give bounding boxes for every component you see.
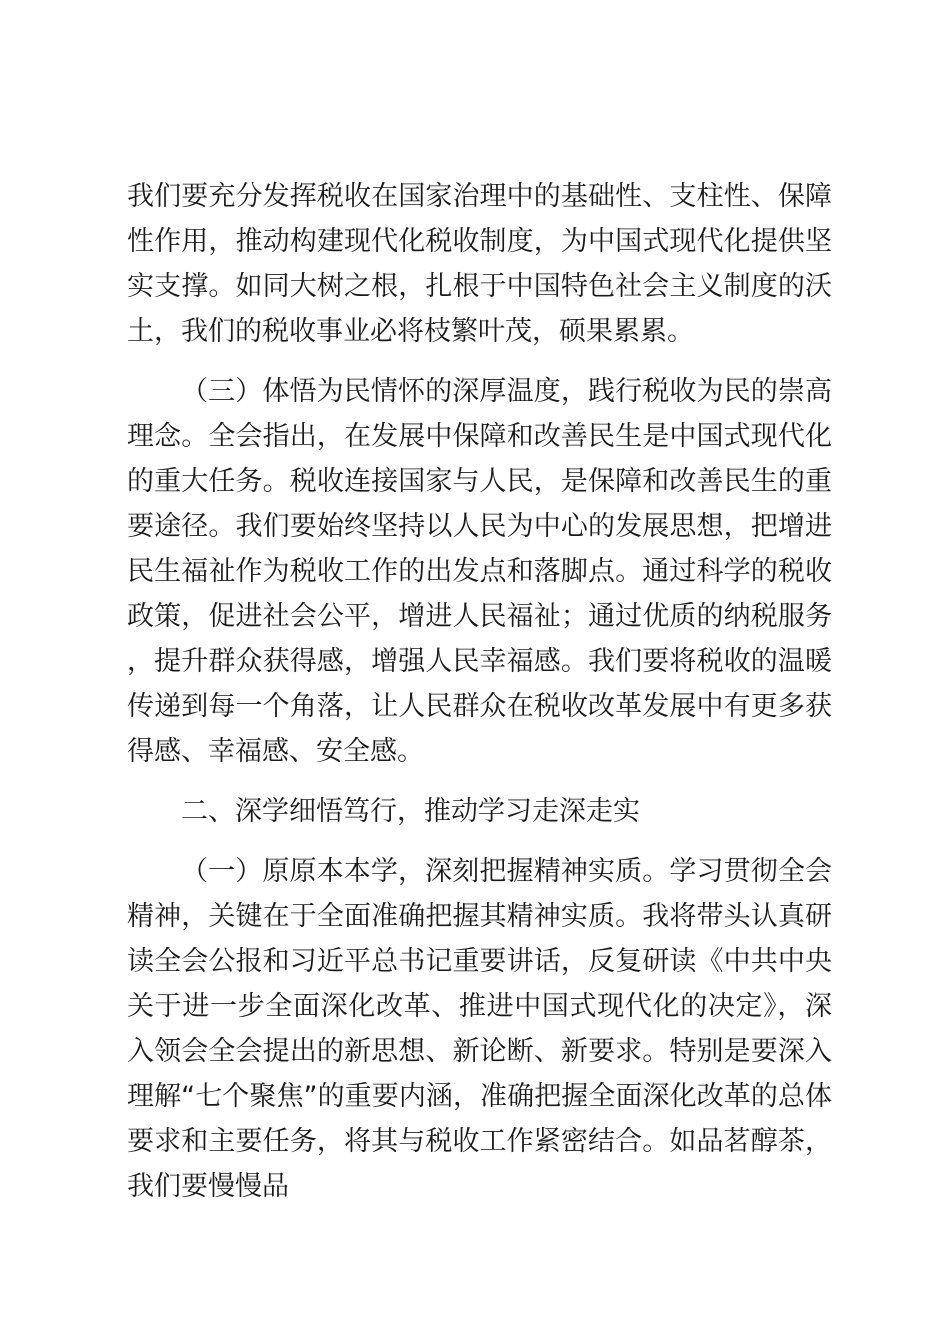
section-heading-2: 二、深学细悟笃行，推动学习走深走实 <box>181 796 640 827</box>
document-body <box>127 174 832 1209</box>
paragraph-people-centered: （三）体悟为民情怀的深厚温度，践行税收为民的崇高理念。全会指出，在发展中保障和改善民生是中国式现代化的重大任务。税收连接国家与人民，是保障和改善民生的重要途径。我们要始终坚持以人民为中心的发展思想，把增进民生福祉作为税收工作的出发点和落脚点。通过科学的税收政策，促进社会公平，增进人民福祉；通过优质的纳税服务，提升群众获得感，增强人民幸福感。我们要将税收的温暖传递到每一个角落，让人民群众在税收改革发展中有更多获得感、幸福感、安全感。 <box>127 376 832 767</box>
paragraph-tax-foundation: 我们要充分发挥税收在国家治理中的基础性、支柱性、保障性作用，推动构建现代化税收制度，为中国式现代化提供坚实支撑。如同大树之根，扎根于中国特色社会主义制度的沃土，我们的税收事业必将枝繁叶茂，硕果累累。 <box>127 181 832 347</box>
paragraph-study-spirit: （一）原原本本学，深刻把握精神实质。学习贯彻全会精神，关键在于全面准确把握其精神实质。我将带头认真研读全会公报和习近平总书记重要讲话，反复研读《中共中央关于进一步全面深化改革、推进中国式现代化的决定》，深入领会全会提出的新思想、新论断、新要求。特别是要深入理解“七个聚焦”的重要内涵，准确把握全面深化改革的总体要求和主要任务，将其与税收工作紧密结合。如品茗醇茶，我们要慢慢品 <box>127 856 832 1202</box>
